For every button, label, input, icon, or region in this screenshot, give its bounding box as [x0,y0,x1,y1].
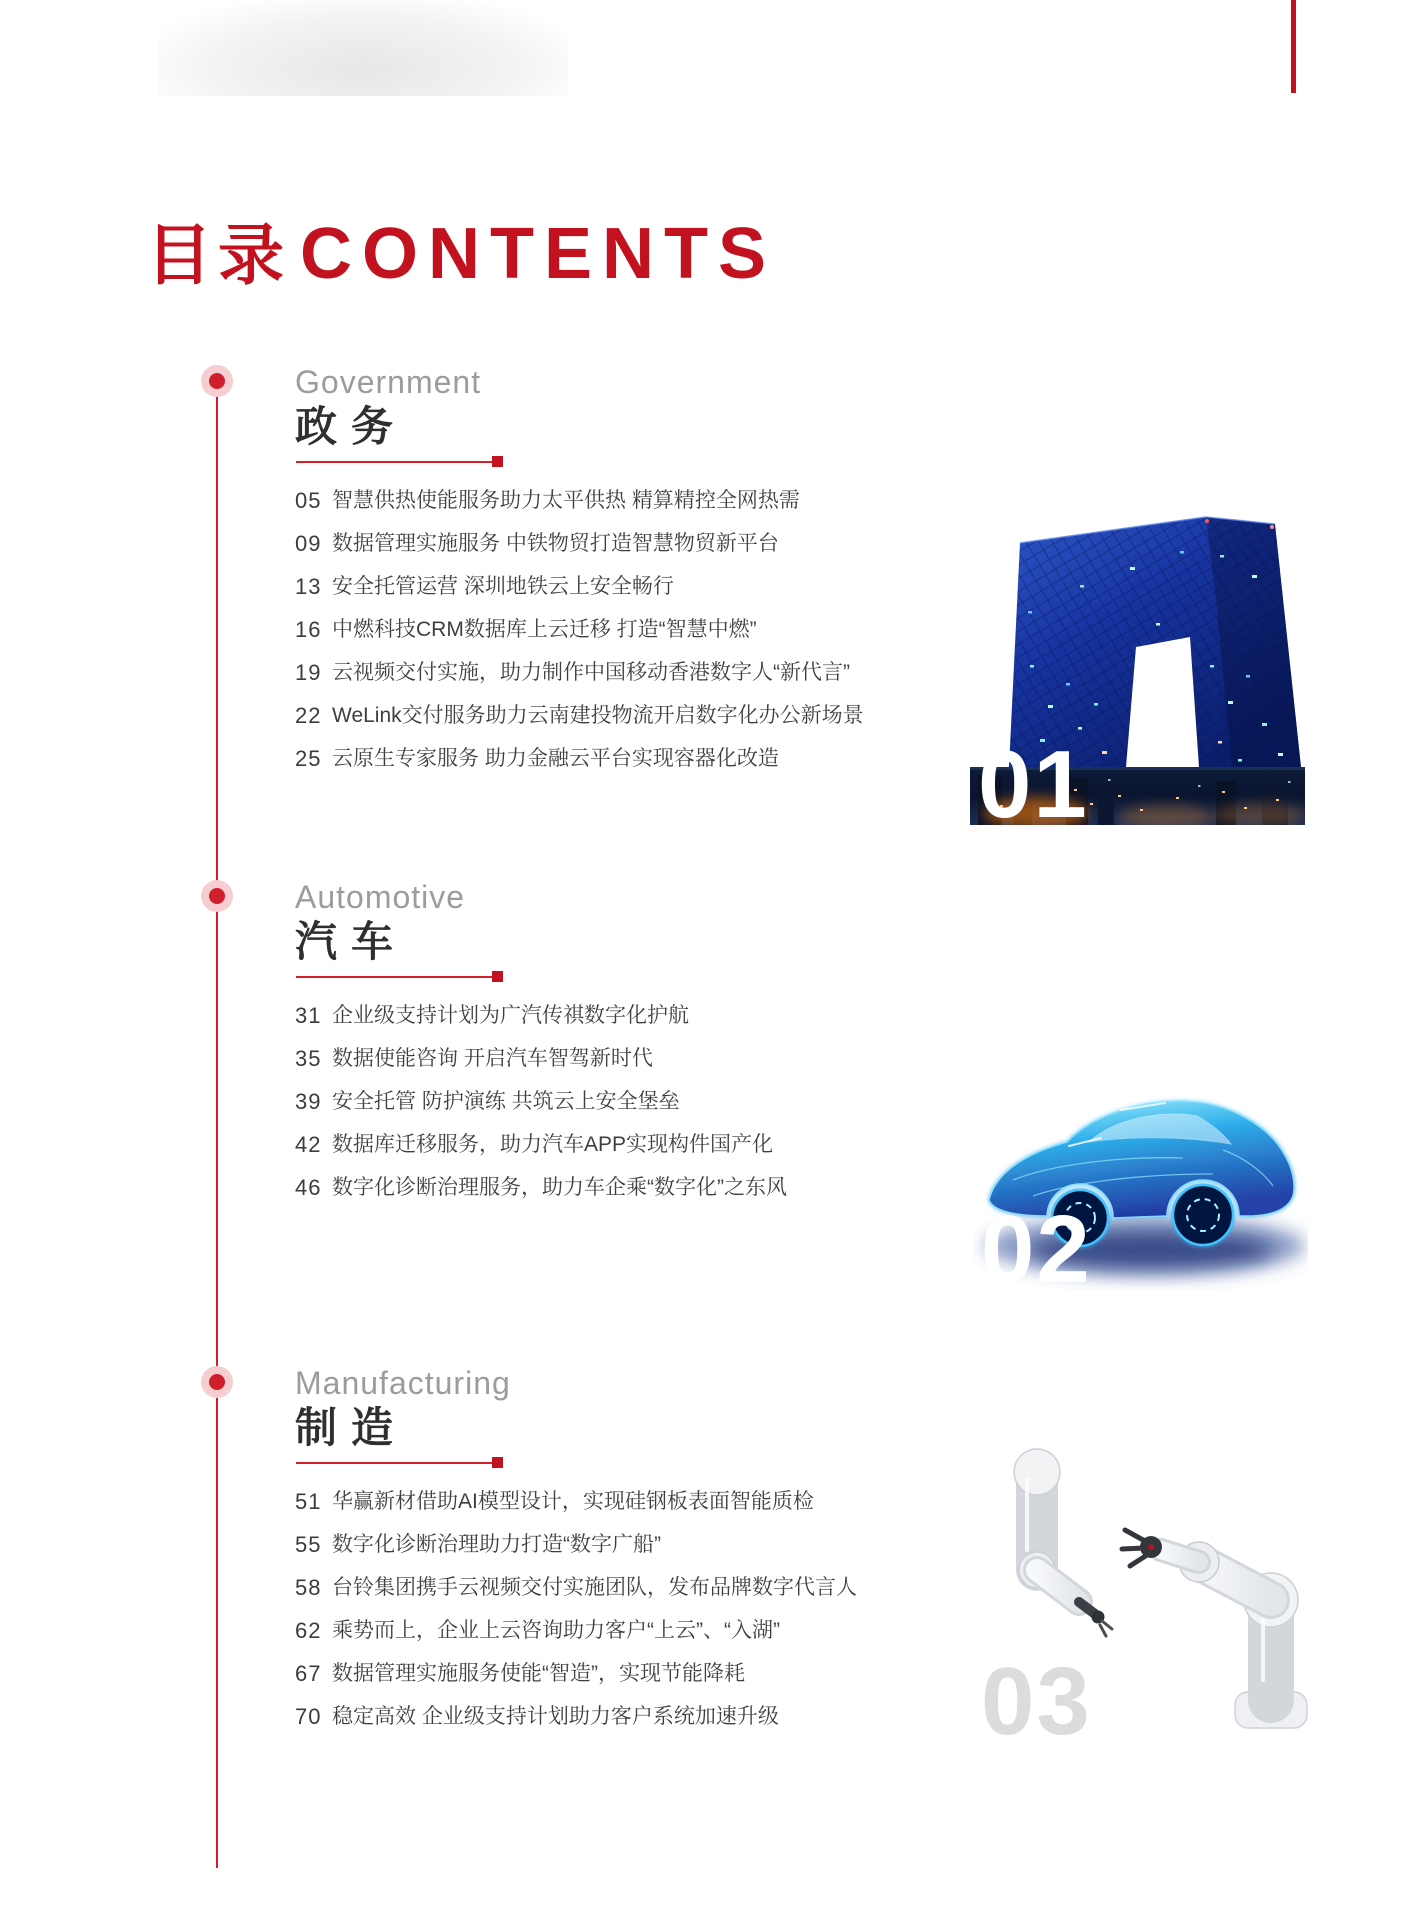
section-label-cn: 制造 [295,1404,408,1451]
page-number: 16 [295,617,322,642]
toc-item[interactable] [295,1706,935,1728]
section-number-badge: 01 [978,731,1089,838]
government-section-image [970,515,1305,838]
section-underline [296,1462,492,1464]
toc-item[interactable] [295,1134,935,1156]
toc-item[interactable] [295,1091,935,1113]
top-right-red-bar [1291,0,1296,93]
page-number: 55 [295,1532,322,1557]
toc-item[interactable] [295,1005,935,1027]
timeline-dot-manufacturing [201,1366,233,1398]
section-item-list [295,490,935,791]
toc-item[interactable] [295,1663,935,1685]
page-number: 67 [295,1661,322,1686]
item-title: 数据管理实施服务使能“智造”，实现节能降耗 [332,1662,745,1685]
section-number-badge: 03 [981,1648,1092,1755]
toc-item[interactable] [295,533,935,555]
page-number: 42 [295,1132,322,1157]
section-label-en: Automotive [295,879,466,915]
section-label-en: Manufacturing [295,1365,511,1401]
toc-item[interactable] [295,1491,935,1513]
toc-item[interactable] [295,576,935,598]
toc-item[interactable] [295,1534,935,1556]
item-title: 安全托管运营 深圳地铁云上安全畅行 [332,575,674,598]
item-title: 数据使能咨询 开启汽车智驾新时代 [332,1047,653,1070]
page-title-en: CONTENTS [300,214,776,294]
item-title: WeLink交付服务助力云南建投物流开启数字化办公新场景 [332,704,864,727]
item-title: 云视频交付实施，助力制作中国移动香港数字人“新代言” [332,661,850,684]
page-number: 05 [295,488,322,513]
page-number: 58 [295,1575,322,1600]
item-title: 稳定高效 企业级支持计划助力客户系统加速升级 [332,1705,779,1728]
item-title: 云原生专家服务 助力金融云平台实现容器化改造 [332,747,779,770]
item-title: 企业级支持计划为广汽传祺数字化护航 [332,1004,689,1027]
section-label-en: Government [295,364,482,400]
item-title: 乘势而上，企业上云咨询助力客户“上云”、“入湖” [332,1619,780,1642]
section-number-badge: 02 [981,1196,1092,1303]
item-title: 台铃集团携手云视频交付实施团队，发布品牌数字代言人 [332,1576,857,1599]
underline-end-square [492,1457,503,1468]
section-underline [296,461,492,463]
toc-item[interactable] [295,1577,935,1599]
page-number: 22 [295,703,322,728]
toc-item[interactable] [295,619,935,641]
section-underline [296,976,492,978]
toc-item[interactable] [295,705,935,727]
page-number: 19 [295,660,322,685]
page-number: 46 [295,1175,322,1200]
section-label-cn: 政务 [295,403,408,450]
page-number: 25 [295,746,322,771]
item-title: 数字化诊断治理助力打造“数字广船” [332,1533,661,1556]
underline-end-square [492,971,503,982]
toc-item[interactable] [295,662,935,684]
toc-item[interactable] [295,1177,935,1199]
item-title: 华赢新材借助AI模型设计，实现硅钢板表面智能质检 [332,1490,814,1513]
page-number: 13 [295,574,322,599]
toc-item[interactable] [295,748,935,770]
item-title: 数据管理实施服务 中铁物贸打造智慧物贸新平台 [332,532,779,555]
toc-item[interactable] [295,1048,935,1070]
toc-item[interactable] [295,1620,935,1642]
page-number: 35 [295,1046,322,1071]
page-number: 70 [295,1704,322,1729]
header-shade [158,0,568,96]
item-title: 安全托管 防护演练 共筑云上安全堡垒 [332,1090,680,1113]
page-number: 09 [295,531,322,556]
section-label-cn: 汽车 [295,918,408,965]
timeline-line [216,378,218,1868]
automotive-section-image [973,1040,1308,1303]
page-number: 51 [295,1489,322,1514]
timeline-dot-automotive [201,880,233,912]
page-number: 31 [295,1003,322,1028]
item-title: 智慧供热使能服务助力太平供热 精算精控全网热需 [332,489,800,512]
page-title [146,214,776,294]
page-number: 62 [295,1618,322,1643]
item-title: 数据库迁移服务，助力汽车APP实现构件国产化 [332,1133,774,1156]
item-title: 数字化诊断治理服务，助力车企乘“数字化”之东风 [332,1176,787,1199]
timeline-dot-government [201,365,233,397]
toc-item[interactable] [295,490,935,512]
section-item-list [295,1491,935,1749]
page-number: 39 [295,1089,322,1114]
item-title: 中燃科技CRM数据库上云迁移 打造“智慧中燃” [332,618,757,641]
section-item-list [295,1005,935,1220]
underline-end-square [492,456,503,467]
page-title-cn: 目录 [146,218,290,292]
manufacturing-section-image [973,1430,1318,1755]
